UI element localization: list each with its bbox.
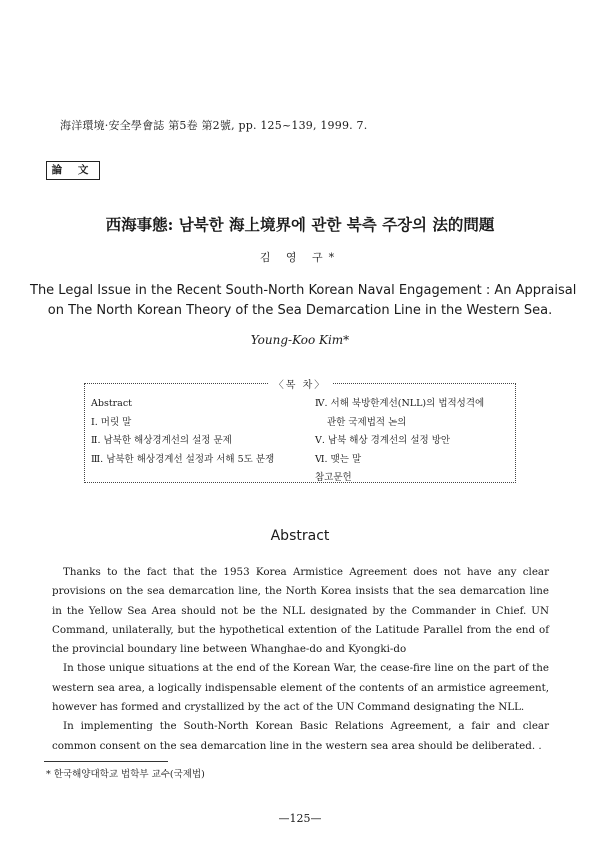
abstract-heading: Abstract bbox=[270, 528, 330, 544]
abstract-paragraph: In implementing the South-North Korean Basic Relations Agreement, a fair and clear common consent on the sea demarcation line in the western sea area should be deliberated. . bbox=[52, 720, 549, 752]
toc-item: Ⅳ. 서해 북방한계선(NLL)의 법적성격에 bbox=[315, 398, 485, 409]
english-author: Young-Koo Kim* bbox=[250, 333, 350, 347]
toc-right-column bbox=[315, 395, 484, 488]
abstract-paragraph: In those unique situations at the end of the Korean War, the cease-fire line on the part of the western sea area, a logically indispensable element of the contents of an armistice agreement, however has formed and crystallized by the act of the UN Command designating the NLL. bbox=[52, 662, 549, 714]
abstract-paragraph: Thanks to the fact that the 1953 Korea Armistice Agreement does not have any clear provisions on the sea demarcation line, the North Korea insists that the sea demarcation line in the Yellow Sea Area should not be the NLL designated by the Commander in Chief. UN Command, unilaterally, but the hypothetical extention of the Latitude Parallel from the end of the provincial boundary line between Whanghae-do and Kyongki-do bbox=[52, 566, 549, 656]
toc-item: Ⅲ. 남북한 해상경계선 설정과 서해 5도 분쟁 bbox=[91, 453, 275, 465]
toc-item: Ⅱ. 남북한 해상경계선의 설정 문제 bbox=[91, 435, 232, 446]
toc-item: Ⅵ. 맺는 말 bbox=[315, 453, 362, 465]
toc-item: Ⅰ. 머릿 말 bbox=[91, 416, 132, 428]
toc-item: 관한 국제법적 논의 bbox=[327, 416, 407, 428]
toc-item: Ⅴ. 남북 해상 경계선의 설정 방안 bbox=[315, 435, 451, 446]
article-category-label: 論 文 bbox=[46, 161, 100, 180]
toc-item: 참고문헌 bbox=[315, 472, 352, 483]
korean-title: 西海事態: 남북한 海上境界에 관한 북측 주장의 法的問題 bbox=[105, 215, 495, 234]
toc-left-column bbox=[91, 395, 274, 469]
korean-author: 김 영 구* bbox=[259, 251, 341, 264]
table-of-contents bbox=[84, 380, 516, 483]
footnote-divider bbox=[44, 761, 168, 762]
english-title-line-1: The Legal Issue in the Recent South-North Korean Naval Engagement : An Appraisal bbox=[30, 283, 577, 298]
toc-item: Abstract bbox=[91, 398, 132, 409]
toc-header: 〈목 차〉 bbox=[85, 376, 515, 391]
page-number: —125— bbox=[278, 812, 322, 825]
abstract-body bbox=[52, 563, 549, 756]
english-title-line-2: on The North Korean Theory of the Sea Demarcation Line in the Western Sea. bbox=[47, 303, 553, 318]
footnote: * 한국해양대학교 법학부 교수(국제법) bbox=[46, 769, 205, 780]
journal-citation: 海洋環境·安全學會誌 第5卷 第2號, pp. 125~139, 1999. 7. bbox=[60, 119, 368, 132]
english-title bbox=[30, 281, 577, 321]
